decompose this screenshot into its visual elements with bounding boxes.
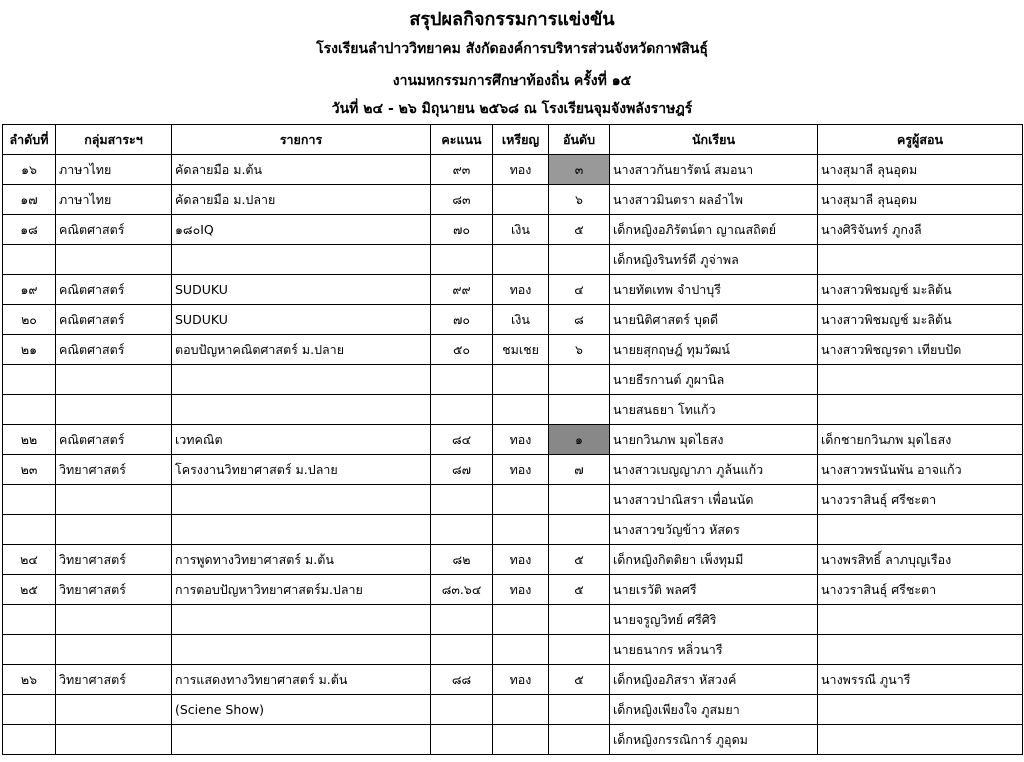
table-row: [3, 515, 1023, 545]
table-row: [3, 425, 1023, 455]
score-cell: ๙๓: [431, 155, 493, 185]
score-cell: [431, 695, 493, 725]
student-name-cell: นายยสุกฤษฎ์ ทุมวัฒน์: [610, 335, 818, 365]
event-item-cell: [172, 605, 431, 635]
table-row: [3, 335, 1023, 365]
subject-group-cell: [56, 245, 172, 275]
col-header-group: กลุ่มสาระฯ: [56, 125, 172, 155]
event-item-cell: [172, 725, 431, 755]
row-number-cell: [3, 635, 56, 665]
col-header-teacher: ครูผู้สอน: [818, 125, 1023, 155]
student-name-cell: เด็กหญิงรินทร์ดี ภูจ่าพล: [610, 245, 818, 275]
event-item-cell: [172, 635, 431, 665]
event-item-cell: [172, 485, 431, 515]
medal-cell: ทอง: [493, 425, 549, 455]
subject-group-cell: คณิตศาสตร์: [56, 335, 172, 365]
rank-cell: [549, 725, 610, 755]
table-row: [3, 185, 1023, 215]
rank-cell: ๔: [549, 275, 610, 305]
teacher-name-cell: นางพรสิทธิ์ ลาภบุญเรือง: [818, 545, 1023, 575]
rank-cell: [549, 635, 610, 665]
row-number-cell: [3, 725, 56, 755]
row-number-cell: [3, 695, 56, 725]
rank-cell: ๕: [549, 215, 610, 245]
row-number-cell: [3, 365, 56, 395]
table-row: [3, 215, 1023, 245]
rank-cell: ๖: [549, 185, 610, 215]
subject-group-cell: [56, 515, 172, 545]
medal-cell: [493, 695, 549, 725]
student-name-cell: นายกวินภพ มุดไธสง: [610, 425, 818, 455]
event-item-cell: การตอบปัญหาวิทยาศาสตร์ม.ปลาย: [172, 575, 431, 605]
teacher-name-cell: [818, 695, 1023, 725]
rank-cell: [549, 485, 610, 515]
rank-cell: ๘: [549, 305, 610, 335]
rank-cell: ๗: [549, 455, 610, 485]
teacher-name-cell: [818, 245, 1023, 275]
medal-cell: ทอง: [493, 155, 549, 185]
student-name-cell: นายนิติศาสตร์ บุดดี: [610, 305, 818, 335]
subject-group-cell: วิทยาศาสตร์: [56, 545, 172, 575]
row-number-cell: ๑๗: [3, 185, 56, 215]
medal-cell: [493, 185, 549, 215]
table-row: [3, 695, 1023, 725]
subject-group-cell: คณิตศาสตร์: [56, 275, 172, 305]
row-number-cell: ๒๖: [3, 665, 56, 695]
col-header-medal: เหรียญ: [493, 125, 549, 155]
table-row: [3, 395, 1023, 425]
score-cell: [431, 395, 493, 425]
event-item-cell: [172, 245, 431, 275]
event-item-cell: [172, 365, 431, 395]
score-cell: [431, 485, 493, 515]
event-item-cell: ๑๘๐IQ: [172, 215, 431, 245]
medal-cell: ทอง: [493, 455, 549, 485]
subject-group-cell: [56, 635, 172, 665]
medal-cell: [493, 605, 549, 635]
score-cell: ๘๗: [431, 455, 493, 485]
score-cell: ๘๘: [431, 665, 493, 695]
subject-group-cell: [56, 695, 172, 725]
rank-cell: ๑: [549, 425, 610, 455]
row-number-cell: ๒๓: [3, 455, 56, 485]
teacher-name-cell: นางสุมาลี ลุนอุดม: [818, 185, 1023, 215]
row-number-cell: ๒๒: [3, 425, 56, 455]
subject-group-cell: ภาษาไทย: [56, 155, 172, 185]
row-number-cell: [3, 605, 56, 635]
teacher-name-cell: นางวราสินธุ์ ศรีชะตา: [818, 485, 1023, 515]
medal-cell: [493, 635, 549, 665]
student-name-cell: นางสาวเบญญาภา ภูล้นแก้ว: [610, 455, 818, 485]
event-item-cell: (Sciene Show): [172, 695, 431, 725]
score-cell: [431, 725, 493, 755]
event-item-cell: [172, 395, 431, 425]
score-cell: [431, 365, 493, 395]
score-cell: ๘๔: [431, 425, 493, 455]
medal-cell: ทอง: [493, 545, 549, 575]
rank-cell: [549, 695, 610, 725]
score-cell: [431, 515, 493, 545]
student-name-cell: เด็กหญิงกรรณิการ์ ภูอุดม: [610, 725, 818, 755]
event-item-cell: [172, 515, 431, 545]
score-cell: ๗๐: [431, 305, 493, 335]
row-number-cell: [3, 245, 56, 275]
teacher-name-cell: เด็กชายกวินภพ มุดไธสง: [818, 425, 1023, 455]
subject-group-cell: คณิตศาสตร์: [56, 425, 172, 455]
event-date: วันที่ ๒๔ - ๒๖ มิถุนายน ๒๕๖๘ ณ โรงเรียนจุมจังพลังราษฎร์: [331, 101, 693, 117]
teacher-name-cell: [818, 725, 1023, 755]
col-header-rank: อันดับ: [549, 125, 610, 155]
teacher-name-cell: นางสาวพิชมญช์ มะลิต้น: [818, 305, 1023, 335]
subject-group-cell: [56, 725, 172, 755]
rank-cell: ๖: [549, 335, 610, 365]
teacher-name-cell: [818, 605, 1023, 635]
score-cell: [431, 635, 493, 665]
score-cell: ๘๒: [431, 545, 493, 575]
rank-cell: ๓: [549, 155, 610, 185]
row-number-cell: [3, 485, 56, 515]
score-cell: ๙๙: [431, 275, 493, 305]
table-row: [3, 275, 1023, 305]
student-name-cell: นายเรวัติ พลศรี: [610, 575, 818, 605]
medal-cell: [493, 365, 549, 395]
medal-cell: ชมเชย: [493, 335, 549, 365]
col-header-item: รายการ: [172, 125, 431, 155]
score-cell: ๗๐: [431, 215, 493, 245]
student-name-cell: เด็กหญิงกิตติยา เพ็งทุมมี: [610, 545, 818, 575]
rank-cell: ๕: [549, 665, 610, 695]
school-name: โรงเรียนลำปาววิทยาคม สังกัดองค์การบริหารส่วนจังหวัดกาฬสินธุ์: [316, 41, 708, 57]
event-item-cell: SUDUKU: [172, 275, 431, 305]
table-row: [3, 665, 1023, 695]
row-number-cell: ๒๐: [3, 305, 56, 335]
teacher-name-cell: นางสุมาลี ลุนอุดม: [818, 155, 1023, 185]
row-number-cell: ๑๖: [3, 155, 56, 185]
table-row: [3, 455, 1023, 485]
event-item-cell: การแสดงทางวิทยาศาสตร์ ม.ต้น: [172, 665, 431, 695]
rank-cell: [549, 245, 610, 275]
teacher-name-cell: [818, 365, 1023, 395]
event-item-cell: SUDUKU: [172, 305, 431, 335]
subject-group-cell: คณิตศาสตร์: [56, 215, 172, 245]
rank-cell: [549, 365, 610, 395]
score-cell: ๕๐: [431, 335, 493, 365]
table-row: [3, 725, 1023, 755]
student-name-cell: นายสนธยา โทแก้ว: [610, 395, 818, 425]
row-number-cell: ๒๕: [3, 575, 56, 605]
document-title: สรุปผลกิจกรรมการแข่งขัน: [409, 9, 615, 30]
teacher-name-cell: [818, 635, 1023, 665]
rank-cell: ๕: [549, 575, 610, 605]
student-name-cell: เด็กหญิงเพียงใจ ภูสมยา: [610, 695, 818, 725]
subject-group-cell: [56, 605, 172, 635]
teacher-name-cell: นางสาวพิชญรดา เทียบปัด: [818, 335, 1023, 365]
teacher-name-cell: นางสาวพรนันพัน อาจแก้ว: [818, 455, 1023, 485]
event-item-cell: คัดลายมือ ม.ปลาย: [172, 185, 431, 215]
medal-cell: ทอง: [493, 575, 549, 605]
teacher-name-cell: นางศิริจันทร์ ภูกงลี: [818, 215, 1023, 245]
medal-cell: ทอง: [493, 665, 549, 695]
rank-cell: [549, 605, 610, 635]
subject-group-cell: วิทยาศาสตร์: [56, 455, 172, 485]
medal-cell: [493, 245, 549, 275]
student-name-cell: เด็กหญิงอภิรัตน์ตา ญาณสถิตย์: [610, 215, 818, 245]
row-number-cell: [3, 515, 56, 545]
student-name-cell: นายจรูญวิทย์ ศรีศิริ: [610, 605, 818, 635]
rank-cell: ๕: [549, 545, 610, 575]
medal-cell: เงิน: [493, 305, 549, 335]
subject-group-cell: วิทยาศาสตร์: [56, 575, 172, 605]
student-name-cell: นางสาวมินตรา ผลอำไพ: [610, 185, 818, 215]
student-name-cell: นางสาวปาณิสรา เพื่อนนัด: [610, 485, 818, 515]
event-item-cell: การพูดทางวิทยาศาสตร์ ม.ต้น: [172, 545, 431, 575]
score-cell: [431, 605, 493, 635]
col-header-student: นักเรียน: [610, 125, 818, 155]
event-name: งานมหกรรมการศึกษาท้องถิ่น ครั้งที่ ๑๕: [392, 73, 632, 89]
subject-group-cell: [56, 365, 172, 395]
table-row: [3, 365, 1023, 395]
row-number-cell: ๑๘: [3, 215, 56, 245]
student-name-cell: นางสาวขวัญข้าว หัสดร: [610, 515, 818, 545]
event-item-cell: โครงงานวิทยาศาสตร์ ม.ปลาย: [172, 455, 431, 485]
col-header-no: ลำดับที่: [3, 125, 56, 155]
teacher-name-cell: นางวราสินธุ์ ศรีชะตา: [818, 575, 1023, 605]
medal-cell: เงิน: [493, 215, 549, 245]
col-header-score: คะแนน: [431, 125, 493, 155]
medal-cell: [493, 515, 549, 545]
table-row: [3, 485, 1023, 515]
table-row: [3, 635, 1023, 665]
teacher-name-cell: นางพรรณี ภูนารี: [818, 665, 1023, 695]
row-number-cell: ๑๙: [3, 275, 56, 305]
table-row: [3, 545, 1023, 575]
table-row: [3, 575, 1023, 605]
table-header-row: [3, 125, 1023, 155]
event-item-cell: ตอบปัญหาคณิตศาสตร์ ม.ปลาย: [172, 335, 431, 365]
student-name-cell: เด็กหญิงอภิสรา หัสวงค์: [610, 665, 818, 695]
subject-group-cell: [56, 395, 172, 425]
subject-group-cell: คณิตศาสตร์: [56, 305, 172, 335]
teacher-name-cell: [818, 515, 1023, 545]
teacher-name-cell: [818, 395, 1023, 425]
rank-cell: [549, 515, 610, 545]
medal-cell: ทอง: [493, 275, 549, 305]
student-name-cell: นายธนากร หลิ่วนารี: [610, 635, 818, 665]
student-name-cell: นางสาวกันยารัตน์ สมอนา: [610, 155, 818, 185]
row-number-cell: [3, 395, 56, 425]
subject-group-cell: วิทยาศาสตร์: [56, 665, 172, 695]
table-row: [3, 605, 1023, 635]
rank-cell: [549, 395, 610, 425]
score-cell: [431, 245, 493, 275]
row-number-cell: ๒๑: [3, 335, 56, 365]
table-row: [3, 305, 1023, 335]
student-name-cell: นายธีรกานต์ ภูผานิล: [610, 365, 818, 395]
medal-cell: [493, 725, 549, 755]
table-row: [3, 155, 1023, 185]
results-table: [2, 124, 1023, 755]
medal-cell: [493, 395, 549, 425]
subject-group-cell: [56, 485, 172, 515]
table-row: [3, 245, 1023, 275]
teacher-name-cell: นางสาวพิชมญช์ มะลิต้น: [818, 275, 1023, 305]
event-item-cell: เวทคณิต: [172, 425, 431, 455]
score-cell: ๘๓.๖๔: [431, 575, 493, 605]
student-name-cell: นายทัตเทพ จำปาบุรี: [610, 275, 818, 305]
subject-group-cell: ภาษาไทย: [56, 185, 172, 215]
row-number-cell: ๒๔: [3, 545, 56, 575]
medal-cell: [493, 485, 549, 515]
event-item-cell: คัดลายมือ ม.ต้น: [172, 155, 431, 185]
score-cell: ๘๓: [431, 185, 493, 215]
